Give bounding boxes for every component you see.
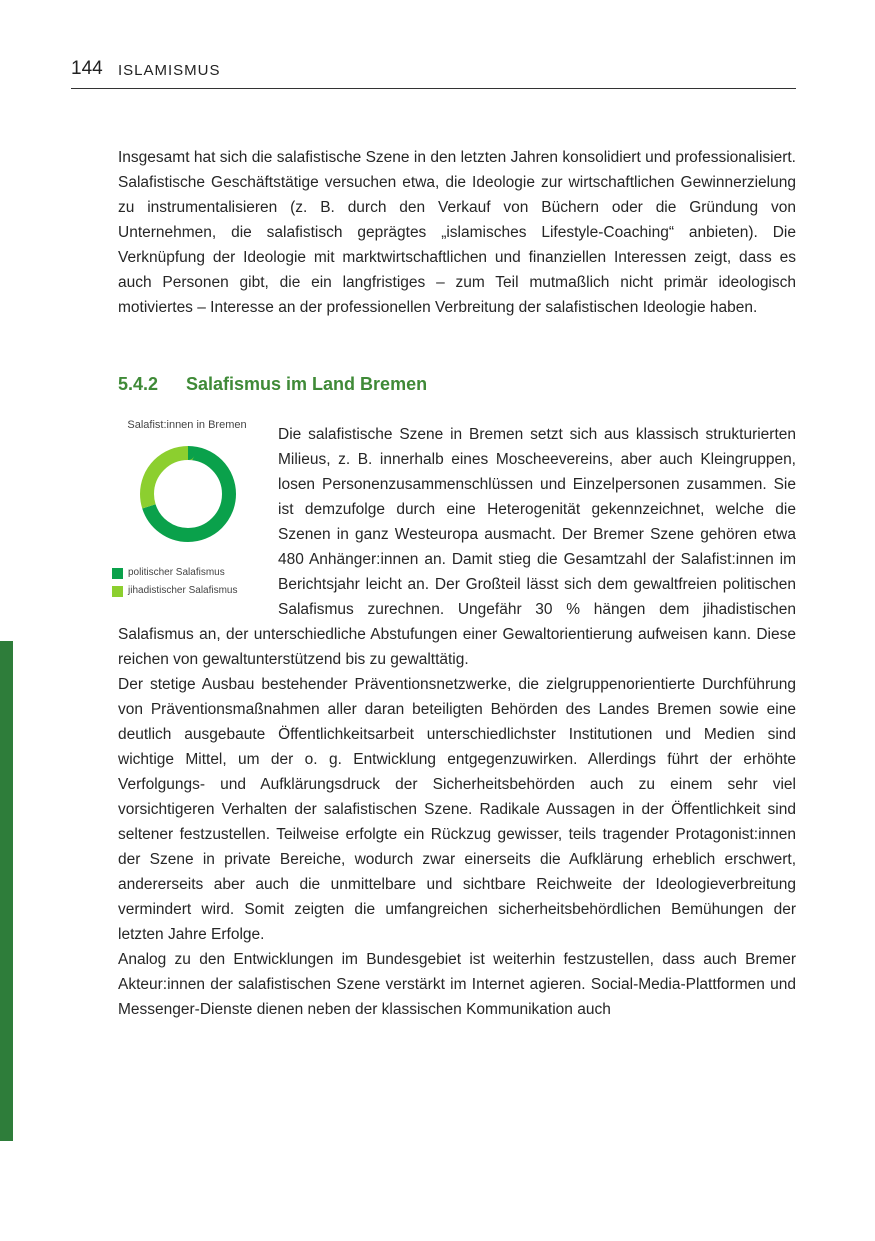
body-text <box>118 145 796 1022</box>
section-title: Salafismus im Land Bremen <box>186 374 428 394</box>
chart-legend <box>112 564 238 600</box>
page-header <box>71 56 796 89</box>
paragraph-1: Insgesamt hat sich die salafistische Szene in den letzten Jahren konsolidiert und professionalisiert. Salafistische Geschäftstätige versuchen etwa, die Ideologie zur wirtschaftlichen Gewinnerzielung zu instrumentalisieren (z. B. durch den Verkauf von Büchern oder die Gründung von Unternehmen, die salafistisch geprägtes „islamisches Lifestyle-Coaching“ anbieten). Die Verknüpfung der Ideologie mit marktwirtschaftlichen und finanziellen Interessen zeigt, dass es auch Personen gibt, die ein langfristiges – zum Teil mutmaßlich nicht primär ideologisch motiviertes – Interesse an der professionellen Verbreitung der salafistischen Ideologie haben. <box>118 149 796 316</box>
section-heading <box>118 370 796 398</box>
donut-chart-figure <box>112 418 258 608</box>
legend-label-political: politischer Salafismus <box>128 567 225 578</box>
paragraph-2: Die salafistische Szene in Bremen setzt sich aus klassisch strukturierten Milieus, z. B. innerhalb eines Moscheevereins, aber auch Kleingruppen, losen Personenzusammenschlüssen und Einzelpersonen zusammen. Sie ist demzufolge durch eine Heterogenität gekennzeichnet, welche die Szenen in ganz Westeuropa ausmacht. Der Bremer Szene gehören etwa 480 Anhänger:innen an. Damit stieg die Gesamtzahl der Salafist:innen im Berichtsjahr leicht an. Der Großteil lässt sich dem gewaltfreien politischen Salafismus zurechnen. Ungefähr 30 % hängen dem jihadistischen Salafismus an, der unterschiedliche Abstufungen einer Gewaltorientierung aufweisen kann. Diese reichen von gewaltunterstützend bis zu gewalttätig. <box>118 426 796 668</box>
legend-swatch-political <box>112 568 123 579</box>
section-number: 5.4.2 <box>118 374 159 394</box>
paragraph-3: Der stetige Ausbau bestehender Präventionsnetzwerke, die zielgruppenorientierte Durchführung von Präventionsmaßnahmen aller daran beteiligten Behörden des Landes Bremen sowie eine deutlich ausgebaute Öffentlichkeitsarbeit unterschiedlichster Institutionen und Medien sind wichtige Mittel, um der o. g. Entwicklung entgegenzuwirken. Allerdings führt der erhöhte Verfolgungs- und Aufklärungsdruck der Sicherheitsbehörden auch zu einem sehr viel vorsichtigeren Verhalten der salafistischen Szene. Radikale Aussagen in der Öffentlichkeit sind seltener festzustellen. Teilweise erfolgte ein Rückzug gewisser, teils tragender Protagonist:innen der Szene in private Bereiche, wodurch zwar einerseits die Aufklärung erheblich erschwert, andererseits aber auch die unmittelbare und sichtbare Reichweite der Ideologieverbreitung vermindert wird. Somit zeigten die umfangreichen sicherheitsbehördlichen Bemühungen der letzten Jahre Erfolge. <box>118 676 796 943</box>
legend-item-political <box>112 564 238 582</box>
running-title: ISLAMISMUS <box>118 62 221 79</box>
page-number: 144 <box>71 58 103 79</box>
paragraph-4: Analog zu den Entwicklungen im Bundesgebiet ist weiterhin festzustellen, dass auch Bremer Akteur:innen der salafistischen Szene verstärkt im Internet agieren. Social-Media-Plattformen und Messenger-Dienste dienen neben der klassischen Kommunikation auch <box>118 951 796 1018</box>
legend-swatch-jihadist <box>112 586 123 597</box>
legend-label-jihadist: jihadistischer Salafismus <box>128 585 238 596</box>
chapter-side-bar <box>0 641 13 1141</box>
legend-item-jihadist <box>112 582 238 600</box>
donut-chart <box>138 444 238 544</box>
chart-title: Salafist:innen in Bremen <box>127 419 247 431</box>
